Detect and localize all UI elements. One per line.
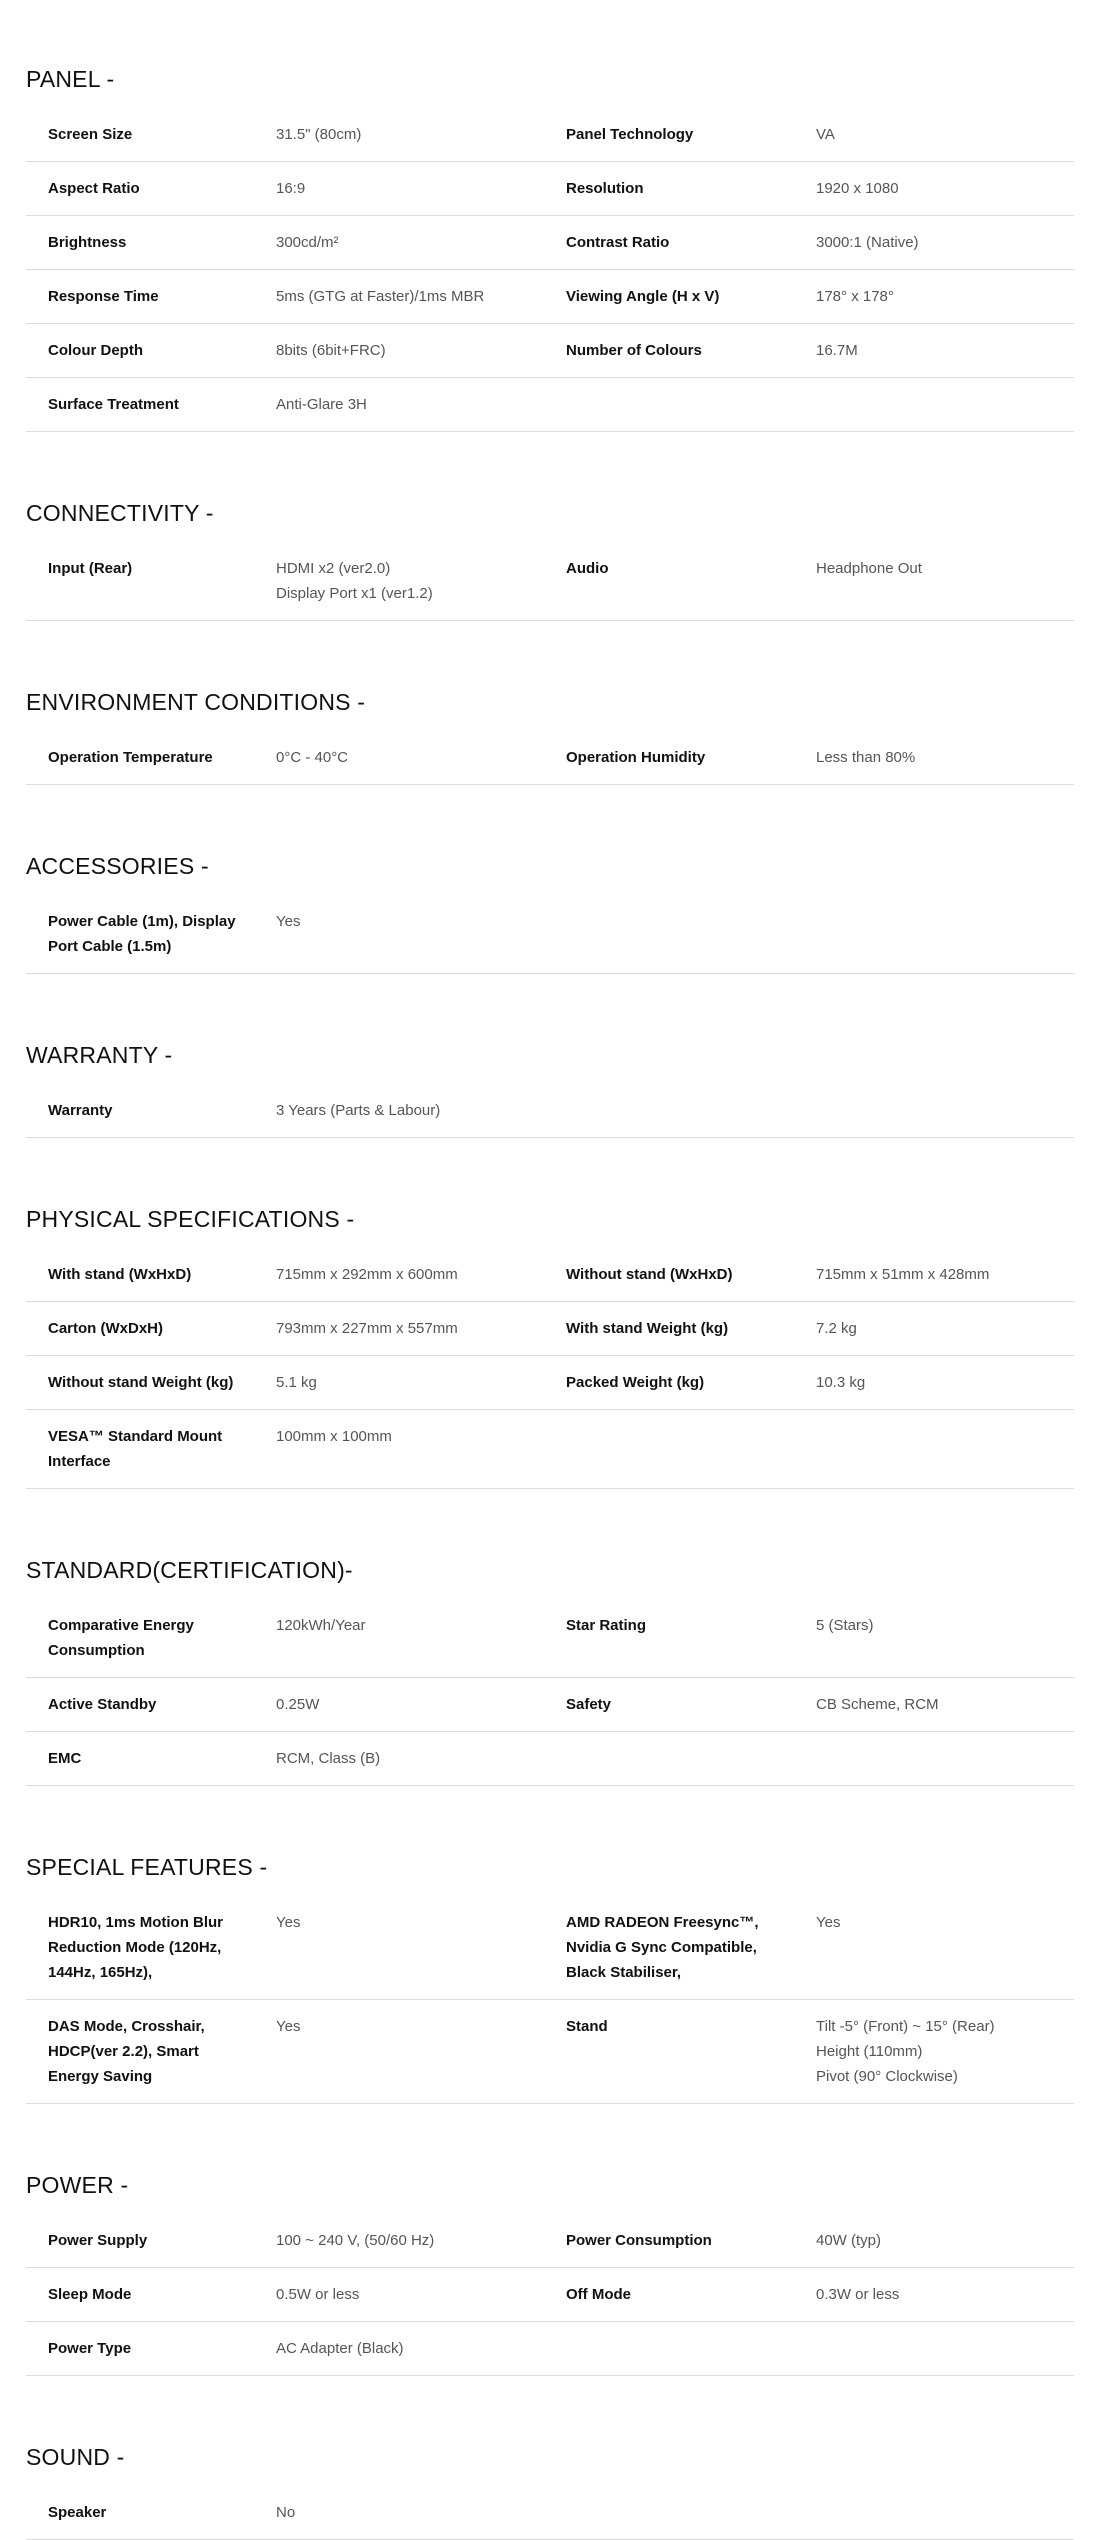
spec-label <box>566 392 796 417</box>
section-special-features <box>26 1786 1074 2104</box>
spec-label <box>566 2500 796 2525</box>
spec-label: HDR10, 1ms Motion Blur Reduction Mode (120Hz, 144Hz, 165Hz), <box>48 1914 224 1981</box>
spec-label: Without stand (WxHxD) <box>566 1266 733 1283</box>
spec-row <box>26 1410 1074 1489</box>
spec-value: 178° x 178° <box>816 288 894 305</box>
spec-value: VA <box>816 126 835 143</box>
spec-label: Viewing Angle (H x V) <box>566 288 720 305</box>
spec-label: Active Standby <box>48 1696 157 1713</box>
spec-value: 31.5" (80cm) <box>276 126 362 143</box>
spec-value <box>796 1424 1054 1474</box>
spec-label: Panel Technology <box>566 126 694 143</box>
spec-value: 3000:1 (Native) <box>816 234 919 251</box>
section-standard-certification <box>26 1489 1074 1786</box>
section-panel <box>26 0 1074 432</box>
spec-label: Off Mode <box>566 2286 631 2303</box>
spec-value: Less than 80% <box>816 749 916 766</box>
section-title: POWER - <box>26 2172 129 2198</box>
spec-row <box>26 1896 1074 2000</box>
spec-label: Sleep Mode <box>48 2286 132 2303</box>
spec-row <box>26 2000 1074 2104</box>
spec-label: Comparative Energy Consumption <box>48 1617 194 1659</box>
spec-label <box>566 909 796 959</box>
spec-value: AC Adapter (Black) <box>276 2340 404 2357</box>
section-title: WARRANTY - <box>26 1042 173 1068</box>
spec-label: AMD RADEON Freesync™, Nvidia G Sync Compatible, Black Stabiliser, <box>566 1914 759 1981</box>
spec-label: DAS Mode, Crosshair, HDCP(ver 2.2), Smart Energy Saving <box>48 2018 205 2085</box>
section-title: ENVIRONMENT CONDITIONS - <box>26 689 366 715</box>
spec-label: With stand (WxHxD) <box>48 1266 192 1283</box>
spec-value: 793mm x 227mm x 557mm <box>276 1320 458 1337</box>
spec-value <box>796 2336 1054 2361</box>
spec-value: Yes <box>276 913 301 930</box>
spec-row <box>26 324 1074 378</box>
spec-value: 0.25W <box>276 1696 320 1713</box>
spec-value: 715mm x 292mm x 600mm <box>276 1266 458 1283</box>
spec-value: 1920 x 1080 <box>816 180 899 197</box>
spec-value: Yes <box>276 1914 301 1931</box>
spec-value: 0°C - 40°C <box>276 749 349 766</box>
spec-label: Input (Rear) <box>48 560 133 577</box>
section-title: SOUND - <box>26 2444 125 2470</box>
spec-value: 5 (Stars) <box>816 1617 874 1634</box>
section-title: PANEL - <box>26 66 115 92</box>
section-title: PHYSICAL SPECIFICATIONS - <box>26 1206 355 1232</box>
spec-row <box>26 108 1074 162</box>
spec-label: Packed Weight (kg) <box>566 1374 705 1391</box>
spec-label: Audio <box>566 560 609 577</box>
spec-row <box>26 1302 1074 1356</box>
spec-row <box>26 2214 1074 2268</box>
spec-row <box>26 2268 1074 2322</box>
spec-label: With stand Weight (kg) <box>566 1320 729 1337</box>
spec-label: Number of Colours <box>566 342 702 359</box>
spec-value: 0.5W or less <box>276 2286 360 2303</box>
spec-row <box>26 1732 1074 1786</box>
spec-row <box>26 1599 1074 1678</box>
spec-value: 3 Years (Parts & Labour) <box>276 1102 441 1119</box>
spec-row <box>26 1248 1074 1302</box>
spec-label <box>566 1098 796 1123</box>
spec-row <box>26 2322 1074 2376</box>
spec-value <box>796 1098 1054 1123</box>
spec-row <box>26 542 1074 621</box>
spec-label: Screen Size <box>48 126 133 143</box>
spec-value: Anti-Glare 3H <box>276 396 367 413</box>
spec-value: RCM, Class (B) <box>276 1750 381 1767</box>
section-title: CONNECTIVITY - <box>26 500 214 526</box>
spec-value: Yes <box>816 1914 841 1931</box>
spec-value: Yes <box>276 2018 301 2035</box>
spec-label: Star Rating <box>566 1617 647 1634</box>
spec-label: Stand <box>566 2018 608 2035</box>
spec-label: Safety <box>566 1696 612 1713</box>
spec-row <box>26 1356 1074 1410</box>
spec-row <box>26 1084 1074 1138</box>
spec-label: Without stand Weight (kg) <box>48 1374 234 1391</box>
spec-label: Operation Humidity <box>566 749 706 766</box>
spec-value: 16.7M <box>816 342 858 359</box>
section-warranty <box>26 974 1074 1138</box>
spec-value: Tilt -5° (Front) ~ 15° (Rear) Height (110mm) Pivot (90° Clockwise) <box>816 2018 995 2085</box>
spec-label: Operation Temperature <box>48 749 213 766</box>
spec-label: Power Type <box>48 2340 132 2357</box>
spec-label <box>566 1746 796 1771</box>
spec-row <box>26 162 1074 216</box>
section-title: SPECIAL FEATURES - <box>26 1854 268 1880</box>
spec-label: Response Time <box>48 288 159 305</box>
section-physical-specifications <box>26 1138 1074 1489</box>
section-accessories <box>26 785 1074 974</box>
spec-label: Carton (WxDxH) <box>48 1320 163 1337</box>
spec-value: 120kWh/Year <box>276 1617 366 1634</box>
spec-value <box>796 2500 1054 2525</box>
spec-label: Power Cable (1m), Display Port Cable (1.5m) <box>48 913 236 955</box>
spec-value: 0.3W or less <box>816 2286 900 2303</box>
section-sound <box>26 2376 1074 2540</box>
section-power <box>26 2104 1074 2376</box>
spec-label <box>566 2336 796 2361</box>
spec-label: Contrast Ratio <box>566 234 670 251</box>
section-title: STANDARD(CERTIFICATION)- <box>26 1557 353 1583</box>
spec-value: 8bits (6bit+FRC) <box>276 342 386 359</box>
spec-value: 100mm x 100mm <box>276 1428 392 1445</box>
spec-value <box>796 1746 1054 1771</box>
spec-value: No <box>276 2504 296 2521</box>
spec-value <box>796 392 1054 417</box>
spec-value: 5ms (GTG at Faster)/1ms MBR <box>276 288 485 305</box>
spec-value: 300cd/m² <box>276 234 339 251</box>
section-connectivity <box>26 432 1074 621</box>
spec-label <box>566 1424 796 1474</box>
spec-row <box>26 2486 1074 2540</box>
spec-label: Power Supply <box>48 2232 148 2249</box>
spec-row <box>26 378 1074 432</box>
spec-value: 100 ~ 240 V, (50/60 Hz) <box>276 2232 435 2249</box>
spec-row <box>26 216 1074 270</box>
spec-label: Warranty <box>48 1102 113 1119</box>
spec-row <box>26 895 1074 974</box>
spec-value: 16:9 <box>276 180 306 197</box>
spec-row <box>26 731 1074 785</box>
spec-value: 5.1 kg <box>276 1374 317 1391</box>
spec-value: 10.3 kg <box>816 1374 866 1391</box>
section-environment-conditions <box>26 621 1074 785</box>
spec-value <box>796 909 1054 959</box>
spec-value: Headphone Out <box>816 560 922 577</box>
spec-label: Aspect Ratio <box>48 180 140 197</box>
spec-row <box>26 270 1074 324</box>
spec-row <box>26 1678 1074 1732</box>
spec-value: HDMI x2 (ver2.0) Display Port x1 (ver1.2) <box>276 560 433 602</box>
spec-label: Colour Depth <box>48 342 143 359</box>
spec-label: Speaker <box>48 2504 107 2521</box>
section-title: ACCESSORIES - <box>26 853 209 879</box>
spec-value: 715mm x 51mm x 428mm <box>816 1266 990 1283</box>
spec-label: VESA™ Standard Mount Interface <box>48 1428 223 1470</box>
spec-label: Power Consumption <box>566 2232 712 2249</box>
spec-value: 7.2 kg <box>816 1320 857 1337</box>
spec-label: Brightness <box>48 234 127 251</box>
spec-value: CB Scheme, RCM <box>816 1696 939 1713</box>
spec-value: 40W (typ) <box>816 2232 882 2249</box>
spec-label: EMC <box>48 1750 82 1767</box>
spec-label: Surface Treatment <box>48 396 179 413</box>
spec-label: Resolution <box>566 180 644 197</box>
